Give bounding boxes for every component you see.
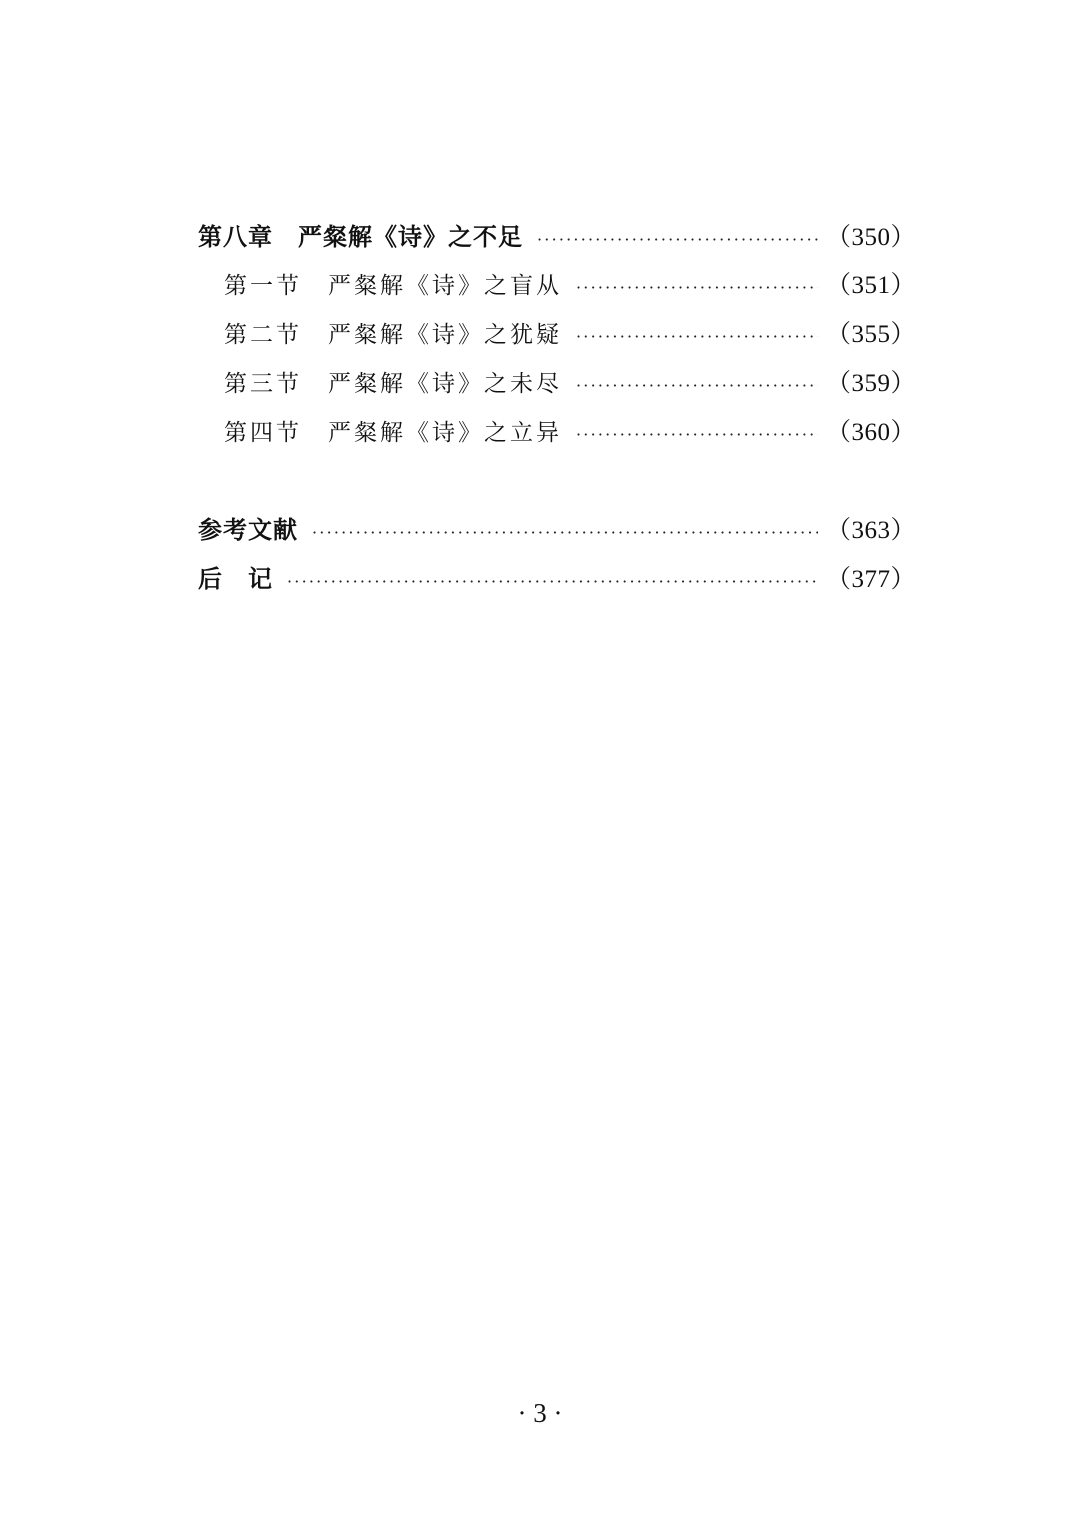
toc-entry-section-3[interactable]: [198, 367, 916, 416]
toc-entry-page: （377）: [825, 566, 916, 593]
dot-leader: [576, 369, 818, 403]
toc-entry-label: 第三节 严粲解《诗》之未尽: [224, 371, 562, 397]
toc-entry-page: （355）: [825, 321, 916, 348]
toc-entry-label: 第一节 严粲解《诗》之盲从: [224, 273, 562, 299]
dot-leader: [287, 565, 818, 599]
toc-entry-label: 后 记: [198, 565, 273, 593]
dot-leader: [537, 223, 818, 257]
toc-entry-label: 参考文献: [198, 516, 298, 544]
dot-leader: [576, 271, 818, 305]
table-of-contents: [198, 220, 916, 611]
toc-entry-section-1[interactable]: [198, 269, 916, 318]
toc-entry-label: 第四节 严粲解《诗》之立异: [224, 420, 562, 446]
dot-leader: [312, 516, 818, 550]
dot-leader: [576, 418, 818, 452]
toc-entry-label: 第二节 严粲解《诗》之犹疑: [224, 322, 562, 348]
toc-entry-label: 第八章 严粲解《诗》之不足: [198, 223, 523, 251]
toc-entry-references[interactable]: [198, 513, 916, 562]
toc-entry-page: （350）: [825, 224, 916, 251]
toc-entry-page: （360）: [825, 419, 916, 446]
page-number: · 3 ·: [517, 1398, 563, 1428]
toc-entry-page: （351）: [825, 272, 916, 299]
toc-entry-section-4[interactable]: [198, 416, 916, 465]
toc-entry-page: （363）: [825, 517, 916, 544]
toc-entry-section-2[interactable]: [198, 318, 916, 367]
toc-entry-chapter-8[interactable]: [198, 220, 916, 269]
toc-entry-page: （359）: [825, 370, 916, 397]
dot-leader: [576, 320, 818, 354]
toc-entry-afterword[interactable]: [198, 562, 916, 611]
